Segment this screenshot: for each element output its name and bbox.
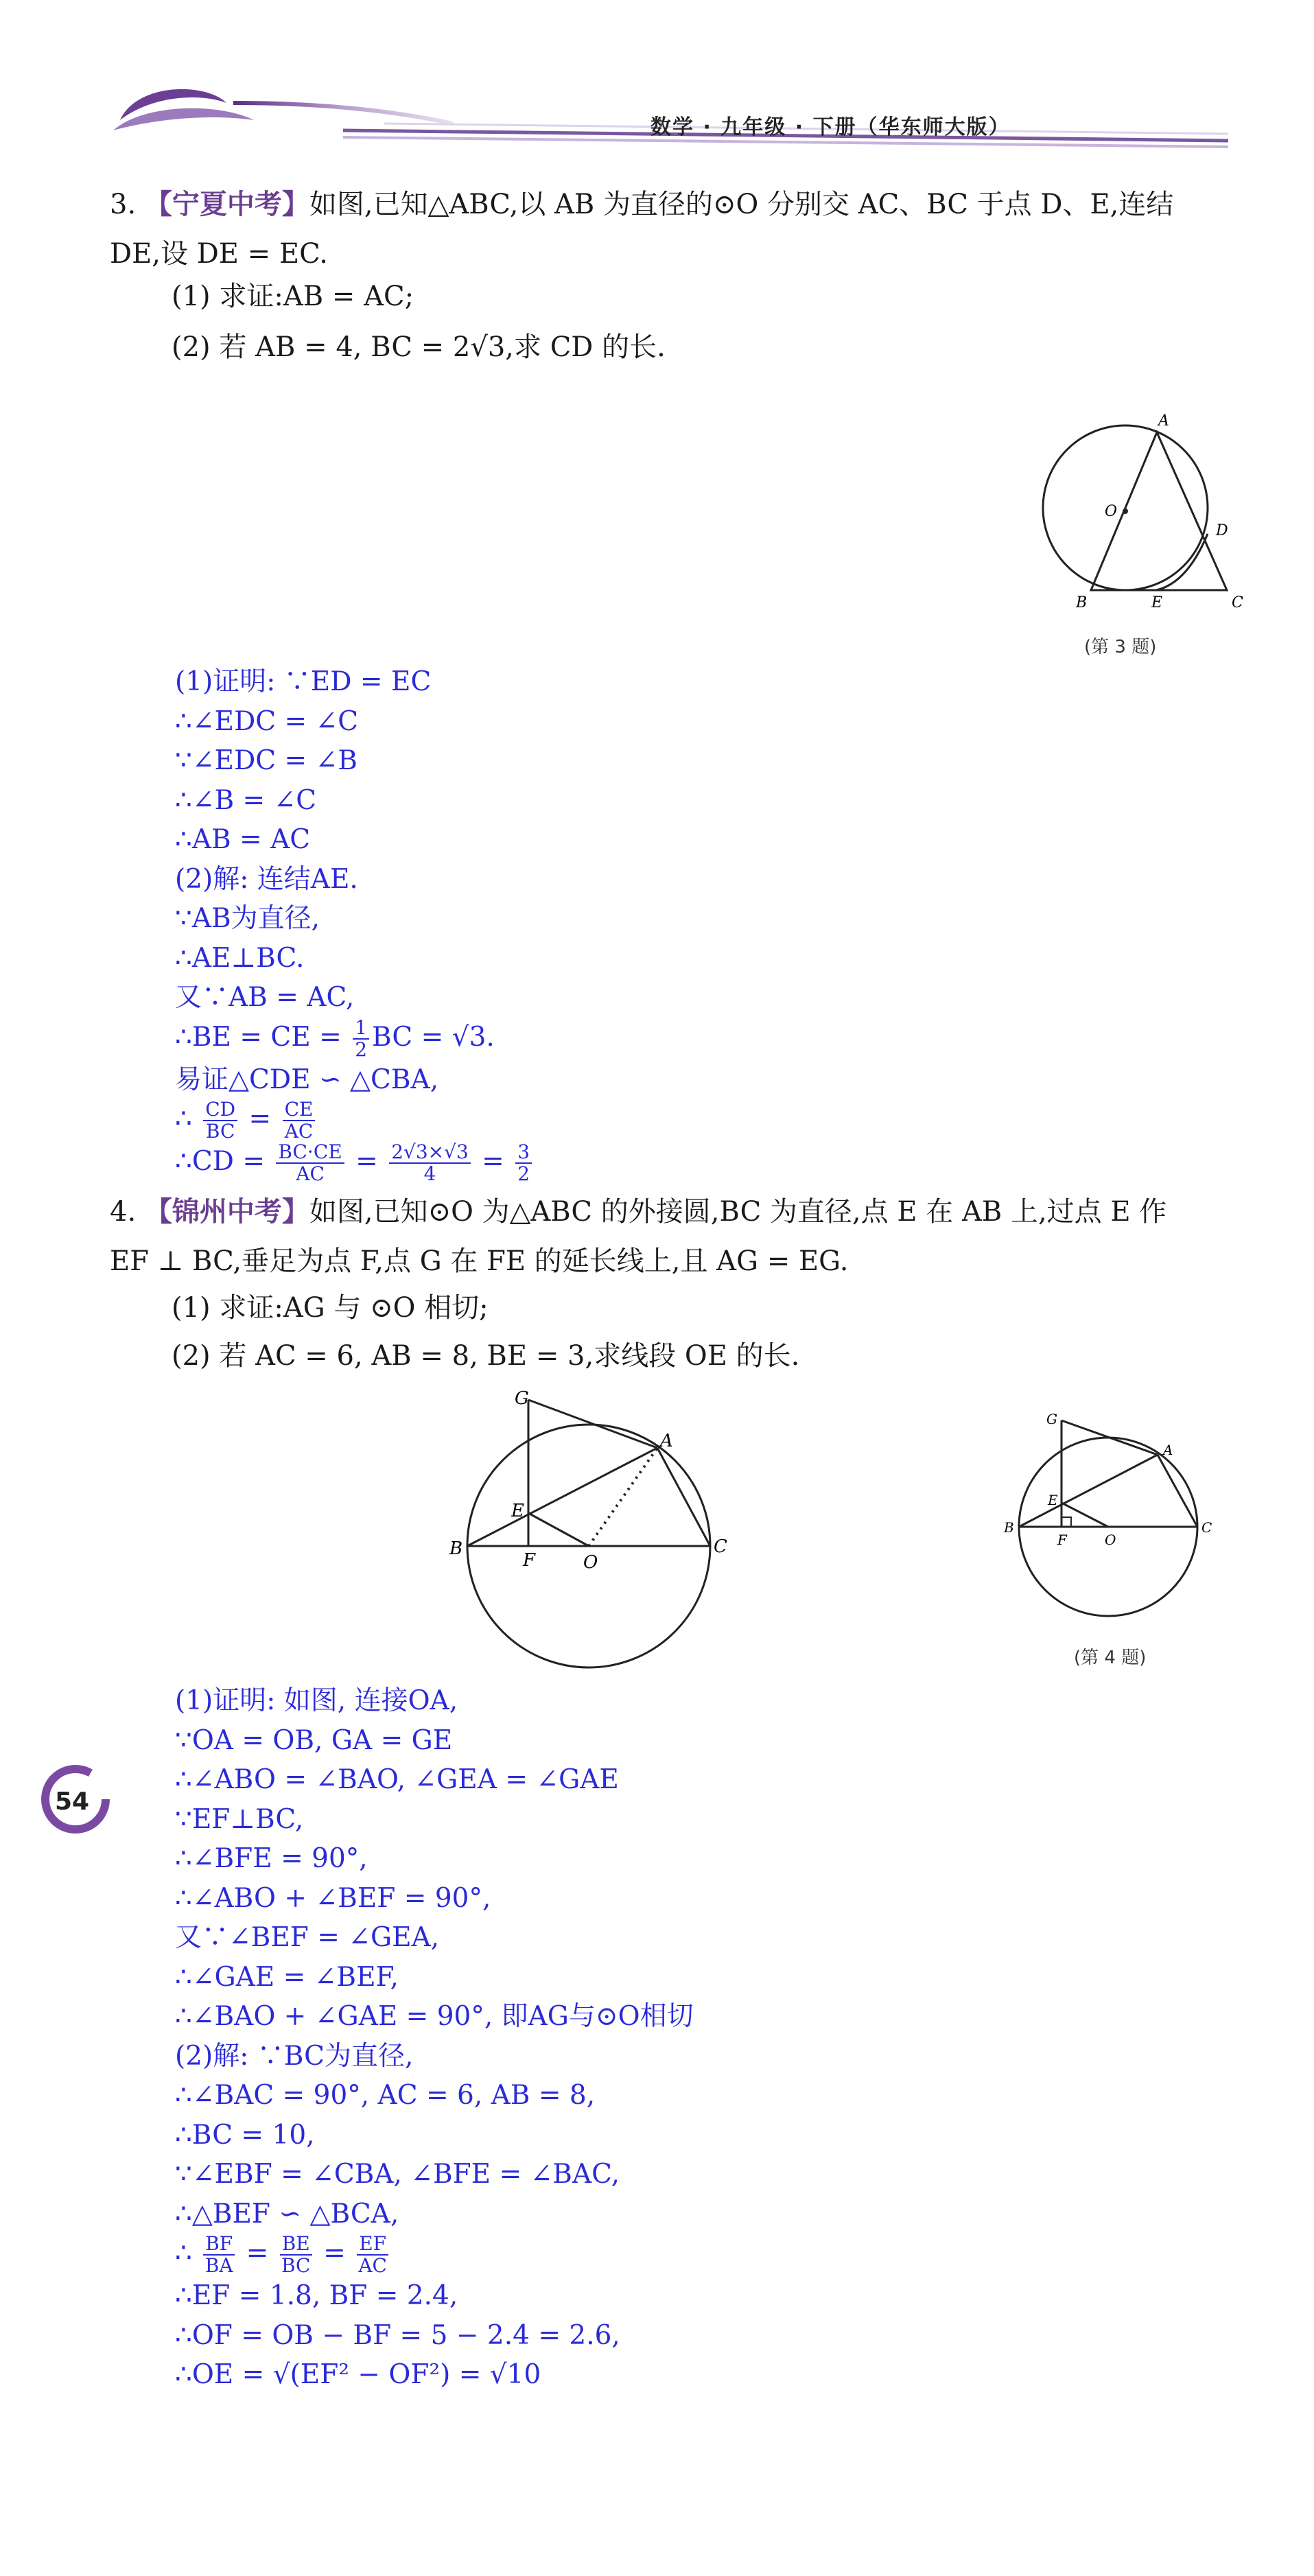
figure-4-caption: (第 4 题): [1074, 1648, 1147, 1668]
solution-line: (1)证明: ∵ED = EC: [175, 666, 432, 697]
fig3-label-d: D: [1216, 522, 1228, 539]
fig4-label-a: A: [660, 1431, 673, 1451]
solution-line: ∴∠ABO + ∠BEF = 90°,: [175, 1882, 491, 1914]
source-tag: 【宁夏中考】: [144, 188, 309, 220]
solution-line: ∴OE = √(EF² − OF²) = √10: [175, 2359, 541, 2390]
fraction: $\frac{2√3\times√3}{4}$: [389, 1142, 471, 1184]
solution-line: ∵EF⊥BC,: [175, 1803, 304, 1835]
question-3: [110, 180, 1221, 279]
solution-line: ∴∠GAE = ∠BEF,: [175, 1961, 399, 1993]
fig4s-label-o: O: [1105, 1532, 1116, 1548]
fig3-label-o: O: [1105, 503, 1118, 520]
solution-line: ∴∠B = ∠C: [175, 784, 317, 816]
solution-line: 易证△CDE ∽ △CBA,: [175, 1064, 439, 1095]
solution-line: ∴∠BFE = 90°,: [175, 1843, 368, 1874]
question-4-stem-line1: 4. 【锦州中考】如图,已知⊙O 为△ABC 的外接圆,BC 为直径,点 E 在 AB 上,过点 E 作: [110, 1195, 1167, 1228]
fraction: $\frac{BE}{BC}$: [280, 2234, 312, 2276]
solution-line: ∴∠BAC = 90°, AC = 6, AB = 8,: [175, 2080, 596, 2111]
solution-line: ∵∠EBF = ∠CBA, ∠BFE = ∠BAC,: [175, 2159, 620, 2190]
fig3-label-b: B: [1076, 594, 1088, 611]
figure-3-caption: (第 3 题): [1084, 637, 1157, 657]
question-4-part1: (1) 求证:AG 与 ⊙O 相切;: [172, 1292, 489, 1324]
question-4: [110, 1187, 1221, 1286]
solution-line: ∴AE⊥BC.: [175, 942, 305, 974]
question-3-stem-line2: DE,设 DE = EC.: [110, 238, 329, 270]
fraction: $\frac{3}{2}$: [515, 1142, 532, 1184]
fig3-label-a: A: [1158, 412, 1169, 430]
question-3-stem-line1: 3. 【宁夏中考】如图,已知△ABC,以 AB 为直径的⊙O 分别交 AC、BC 于点 D、E,连结: [110, 188, 1174, 220]
header-title: 数学 · 九年级 · 下册（华东师大版）: [650, 115, 1011, 139]
solution-line: ∴∠EDC = ∠C: [175, 705, 359, 737]
question-3-part2: (2) 若 AB = 4, BC = 2√3,求 CD 的长.: [172, 331, 666, 363]
fraction: $\frac{BC\cdot CE}{AC}$: [276, 1142, 344, 1184]
solution-line: (2)解: 连结AE.: [175, 863, 358, 895]
solution-line: 又∵AB = AC,: [175, 982, 355, 1013]
solution-line-ratio: ∴ $\frac{BF}{BA}$ = $\frac{BE}{BC}$ = $\frac{EF}{AC}$: [175, 2234, 1067, 2276]
solution-line: ∵∠EDC = ∠B: [175, 745, 357, 776]
fig4-label-g: G: [515, 1388, 529, 1409]
fraction: $\frac{1}{2}$: [353, 1018, 369, 1060]
question-4-stem-line2: EF ⊥ BC,垂足为点 F,点 G 在 FE 的延长线上,且 AG = EG.: [110, 1245, 849, 1277]
fraction: $\frac{EF}{AC}$: [357, 2234, 388, 2276]
solution-line: (1)证明: 如图, 连接OA,: [175, 1685, 458, 1716]
fig4s-label-c: C: [1201, 1519, 1212, 1536]
solution-line: ∴OF = OB − BF = 5 − 2.4 = 2.6,: [175, 2319, 620, 2351]
solution-line: ∴AB = AC: [175, 824, 311, 855]
solution-line: ∴∠ABO = ∠BAO, ∠GEA = ∠GAE: [175, 1764, 619, 1795]
question-3-solution: [175, 662, 1067, 1184]
source-tag: 【锦州中考】: [144, 1195, 309, 1228]
question-3-part1: (1) 求证:AB = AC;: [172, 281, 414, 312]
fraction: $\frac{BF}{BA}$: [203, 2234, 235, 2276]
fig4-label-o: O: [583, 1552, 598, 1573]
solution-line: (2)解: ∵BC为直径,: [175, 2040, 414, 2072]
solution-line-cd: ∴CD = $\frac{BC\cdot CE}{AC}$ = $\frac{2√3\times√3}{4}$ = $\frac{3}{2}$: [175, 1142, 1067, 1184]
question-4-solution: [175, 1681, 1067, 2395]
solution-line: ∵OA = OB, GA = GE: [175, 1724, 453, 1756]
fig4s-label-a: A: [1163, 1442, 1173, 1458]
fig4s-label-f: F: [1057, 1532, 1067, 1548]
fig4-label-c: C: [714, 1536, 727, 1557]
figure-4-large: [439, 1379, 741, 1674]
solution-line: ∴BC = 10,: [175, 2119, 315, 2151]
fig4s-label-g: G: [1046, 1411, 1057, 1427]
solution-line: ∴△BEF ∽ △BCA,: [175, 2198, 399, 2229]
fig4-label-e: E: [511, 1501, 524, 1521]
header-decoration: [0, 0, 1314, 165]
solution-line: ∴∠BAO + ∠GAE = 90°, 即AG与⊙O相切: [175, 2001, 694, 2032]
solution-line-be: ∴BE = CE = $\frac{1}{2}$ BC = √3.: [175, 1016, 495, 1061]
solution-line-ratio: ∴ $\frac{CD}{BC}$ = $\frac{CE}{AC}$: [175, 1099, 1067, 1142]
solution-line: ∴EF = 1.8, BF = 2.4,: [175, 2280, 458, 2311]
fraction: $\frac{CE}{AC}$: [283, 1099, 316, 1142]
solution-line: 又∵∠BEF = ∠GEA,: [175, 1922, 440, 1953]
fig4-label-b: B: [449, 1538, 463, 1559]
fig3-label-c: C: [1232, 594, 1243, 611]
fig4-label-f: F: [523, 1550, 536, 1571]
figure-4-small: [998, 1396, 1225, 1623]
figure-3: [1022, 398, 1256, 624]
solution-line: ∵AB为直径,: [175, 903, 320, 934]
fraction: $\frac{CD}{BC}$: [203, 1099, 237, 1142]
fig4s-label-e: E: [1048, 1492, 1058, 1508]
fig3-label-e: E: [1151, 594, 1163, 611]
fig4s-label-b: B: [1004, 1519, 1014, 1536]
page-number: 54: [55, 1788, 90, 1816]
question-4-part2: (2) 若 AC = 6, AB = 8, BE = 3,求线段 OE 的长.: [172, 1340, 800, 1372]
